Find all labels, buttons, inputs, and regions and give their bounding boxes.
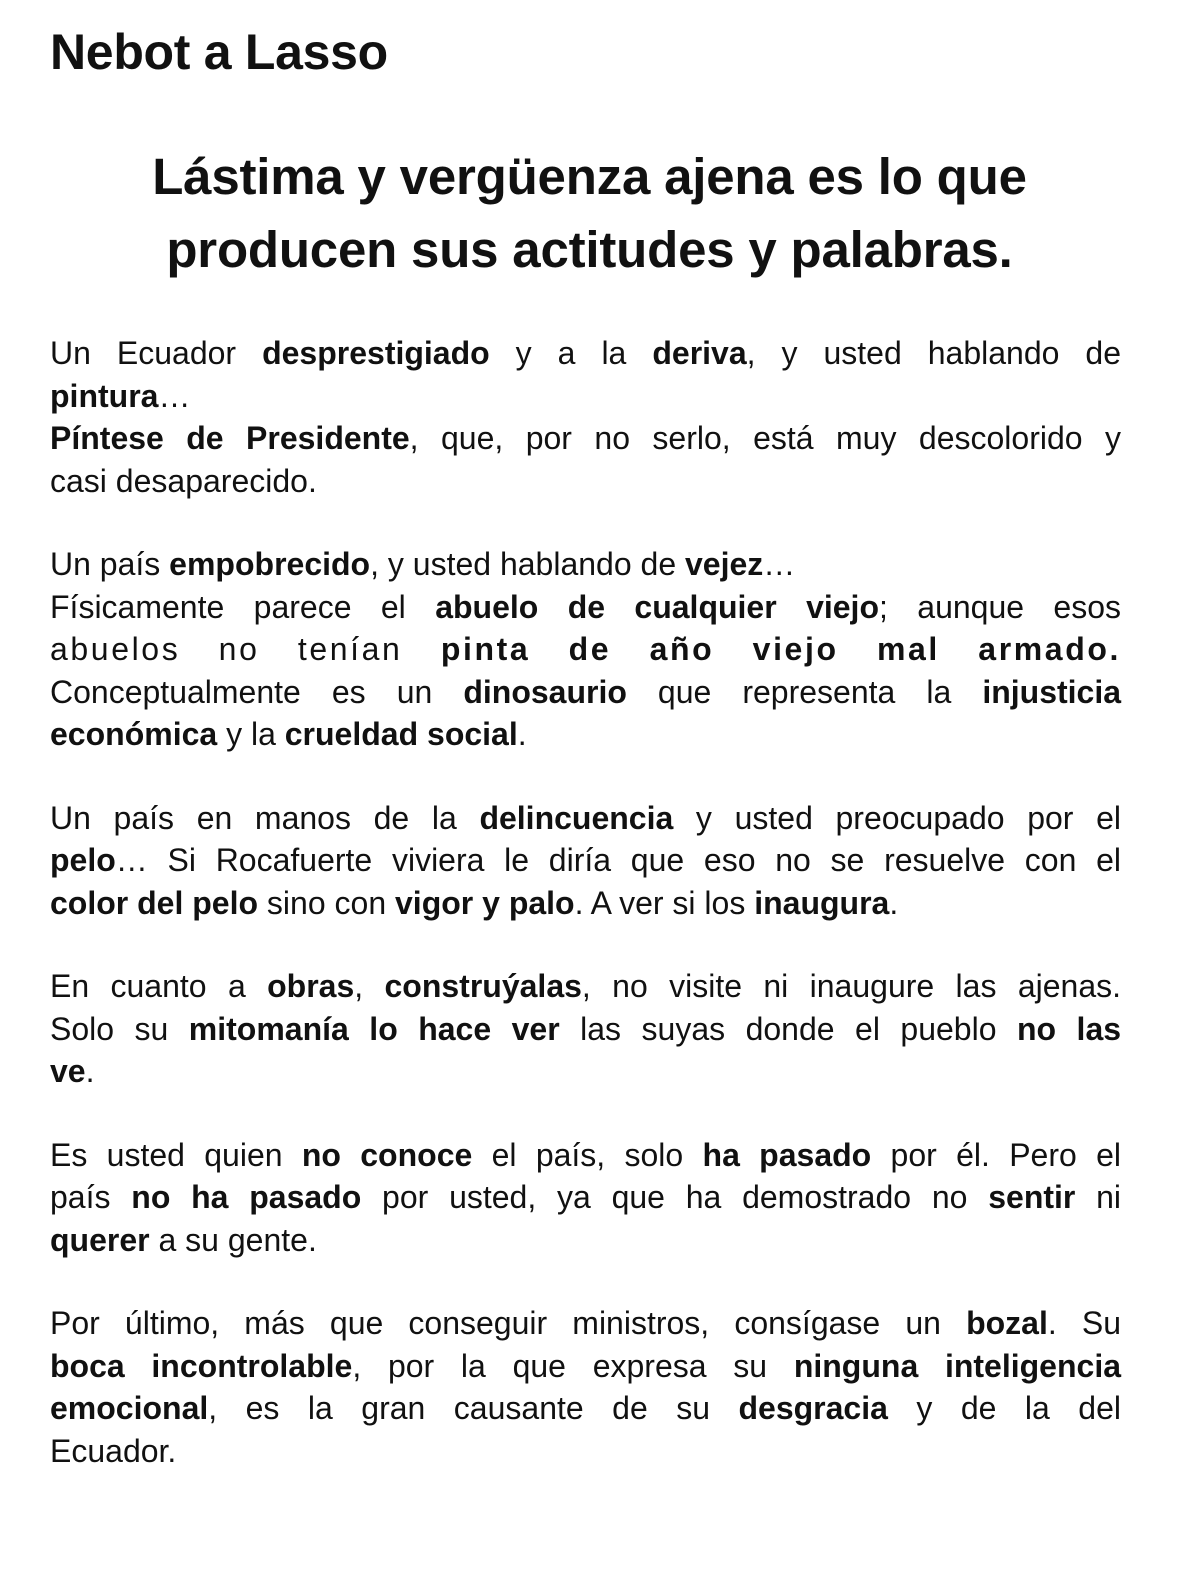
text: por él. Pero el — [871, 1136, 1122, 1173]
bold-text: empobrecido — [169, 546, 371, 582]
bold-text: bozal — [966, 1305, 1048, 1341]
bold-text: emocional — [50, 1390, 209, 1426]
bold-text: no ha pasado — [131, 1179, 362, 1215]
paragraph-line — [50, 375, 1121, 418]
paragraph-4 — [50, 965, 1121, 1093]
headline-line-1: Lástima y vergüenza ajena es lo que — [152, 148, 1027, 205]
bold-text: sentir — [988, 1179, 1076, 1215]
bold-text: abuelo de cualquier viejo — [435, 588, 879, 625]
paragraph-line — [50, 671, 1121, 714]
document-title: Nebot a Lasso — [50, 24, 388, 80]
bold-text: ninguna inteligencia — [793, 1347, 1122, 1384]
text: , y usted hablando de — [370, 546, 685, 582]
paragraph-line — [50, 1050, 1121, 1093]
bold-text: no las — [1016, 1010, 1122, 1047]
paragraph-line — [50, 1219, 1121, 1262]
paragraph-line — [50, 713, 1121, 756]
bold-text: ha pasado — [702, 1136, 872, 1173]
text: En cuanto a — [50, 968, 268, 1004]
text: ni — [1075, 1179, 1122, 1215]
bold-text: construýalas — [384, 968, 582, 1004]
text: … — [158, 377, 191, 414]
bold-text: obras — [267, 968, 355, 1004]
text: y la — [217, 716, 285, 752]
paragraph-line — [50, 882, 1121, 925]
bold-text: color del pelo — [50, 884, 259, 921]
bold-text: desprestigiado — [262, 335, 490, 371]
text: , por la que expresa su — [352, 1347, 794, 1384]
text: abuelos no tenían — [50, 631, 441, 667]
paragraph-line — [50, 586, 1121, 629]
paragraph-line — [50, 543, 1121, 586]
bold-text: pelo — [50, 842, 116, 878]
text: , — [354, 968, 385, 1004]
text: Un país en manos de la — [50, 799, 480, 836]
bold-text: vejez — [685, 546, 764, 582]
paragraph-line — [50, 332, 1121, 375]
paragraph-line — [50, 1302, 1121, 1345]
text: . A ver si los — [574, 884, 755, 921]
text: , y usted hablando de — [746, 335, 1122, 371]
bold-text: injusticia — [982, 673, 1122, 710]
paragraph-line — [50, 1430, 1121, 1473]
paragraph-line — [50, 460, 1121, 503]
bold-text: ve — [50, 1053, 86, 1089]
paragraph-line — [50, 1008, 1121, 1051]
paragraph-5 — [50, 1134, 1121, 1262]
bold-text: crueldad social — [284, 716, 518, 752]
text: ; aunque esos — [879, 588, 1122, 625]
bold-text: pintura — [50, 377, 159, 414]
text: Ecuador. — [50, 1432, 177, 1469]
text: , no visite ni inaugure las ajenas. — [581, 968, 1121, 1004]
text: , que, por no serlo, está muy descolorido y — [409, 420, 1122, 456]
text: … Si Rocafuerte viviera le diría que eso no se resuelve con el — [115, 842, 1121, 878]
bold-text: delincuencia — [479, 799, 674, 836]
text: . — [85, 1053, 95, 1089]
paragraph-line — [50, 417, 1121, 460]
paragraph-line — [50, 1134, 1121, 1177]
text: … — [763, 546, 796, 582]
bold-text: dinosaurio — [463, 673, 627, 710]
paragraph-line — [50, 1387, 1121, 1430]
paragraph-2 — [50, 543, 1121, 756]
bold-text: desgracia — [738, 1390, 888, 1426]
bold-text: querer — [50, 1221, 150, 1258]
paragraph-1 — [50, 332, 1121, 502]
text: Solo su — [50, 1010, 189, 1047]
text: país — [50, 1179, 132, 1215]
text: sino con — [258, 884, 395, 921]
paragraph-line — [50, 797, 1121, 840]
paragraph-line — [50, 965, 1121, 1008]
paragraph-6 — [50, 1302, 1121, 1472]
paragraph-line — [50, 628, 1121, 671]
text: y usted preocupado por el — [673, 799, 1122, 836]
bold-text: económica — [50, 716, 218, 752]
text: que representa la — [626, 673, 983, 710]
text: Es usted quien — [50, 1136, 302, 1173]
text: y a la — [489, 335, 653, 371]
bold-text: Píntese de Presidente — [50, 420, 410, 456]
text: Por último, más que conseguir ministros, consígase un — [50, 1305, 967, 1341]
text: Físicamente parece el — [50, 588, 436, 625]
text: . — [517, 716, 527, 752]
text: casi desaparecido. — [50, 462, 317, 499]
bold-text: no conoce — [301, 1136, 473, 1173]
paragraph-line — [50, 1176, 1121, 1219]
article-body — [50, 332, 1121, 1513]
bold-text: inaugura — [754, 884, 890, 921]
bold-text: pinta de año viejo mal armado. — [440, 631, 1121, 667]
paragraph-line — [50, 1345, 1121, 1388]
text: a su gente. — [149, 1221, 317, 1258]
text: . — [889, 884, 899, 921]
bold-text: boca incontrolable — [50, 1347, 353, 1384]
headline — [50, 140, 1129, 286]
bold-text: mitomanía lo hace ver — [188, 1010, 560, 1047]
text: Un país — [50, 546, 170, 582]
text: , es la gran causante de su — [208, 1390, 739, 1426]
text: el país, solo — [472, 1136, 703, 1173]
paragraph-line — [50, 839, 1121, 882]
headline-line-2: producen sus actitudes y palabras. — [166, 221, 1013, 278]
text: y de la del — [887, 1390, 1122, 1426]
text: las suyas donde el pueblo — [559, 1010, 1017, 1047]
bold-text: deriva — [652, 335, 747, 371]
text: Un Ecuador — [50, 335, 263, 371]
bold-text: vigor y palo — [395, 884, 575, 921]
text: por usted, ya que ha demostrado no — [361, 1179, 989, 1215]
text: Conceptualmente es un — [50, 673, 464, 710]
paragraph-3 — [50, 797, 1121, 925]
text: . Su — [1047, 1305, 1122, 1341]
